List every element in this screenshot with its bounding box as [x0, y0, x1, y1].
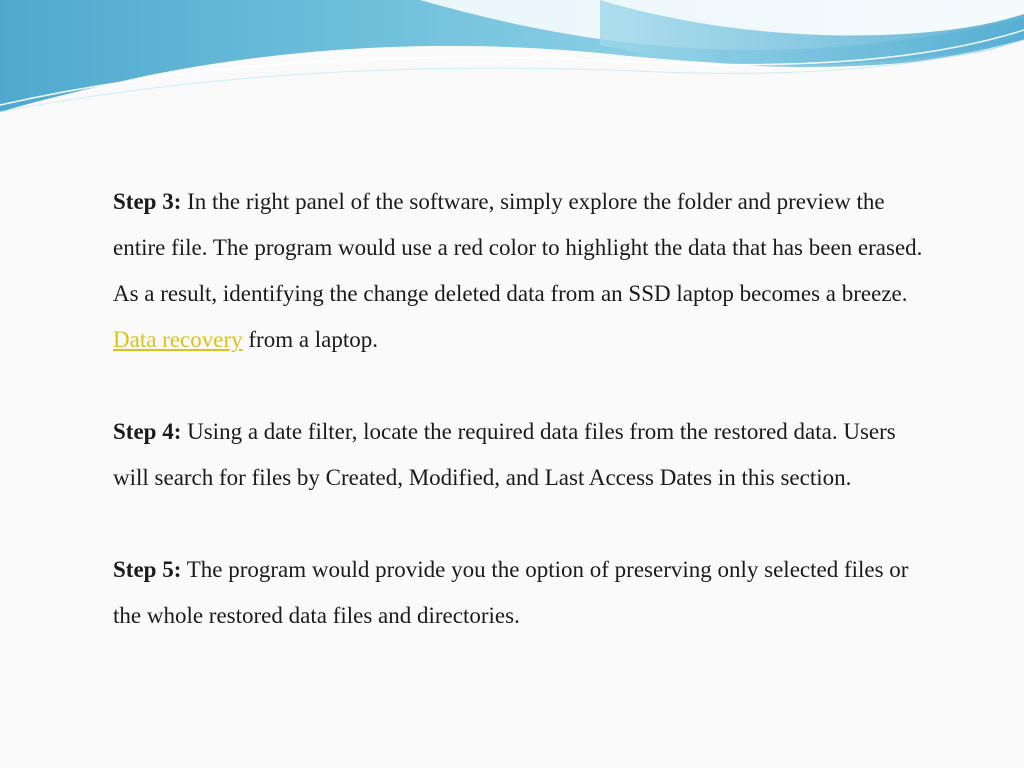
step-5-label: Step 5: — [113, 557, 182, 582]
data-recovery-link[interactable]: Data recovery — [113, 327, 243, 352]
step-4-paragraph — [113, 409, 923, 501]
slide-body — [113, 179, 923, 639]
step-3-text-end: from a laptop. — [242, 327, 379, 352]
step-4-label: Step 4: — [113, 419, 182, 444]
step-3-paragraph — [113, 179, 923, 363]
step-4-text: Using a date filter, locate the required data files from the restored data. Users will search for files by Created, Modified, and Last Access Dates in this section. — [113, 419, 896, 490]
step-3-label: Step 3: — [113, 189, 182, 214]
header-wave-decoration — [0, 0, 1024, 120]
step-5-paragraph — [113, 547, 923, 639]
step-3-text: In the right panel of the software, simply explore the folder and preview the entire file. The program would use a red color to highlight the data that has been erased. As a result, identifying the change deleted data from an SSD laptop becomes a breeze. — [113, 189, 923, 306]
step-5-text: The program would provide you the option of preserving only selected files or the whole restored data files and directories. — [113, 557, 909, 628]
